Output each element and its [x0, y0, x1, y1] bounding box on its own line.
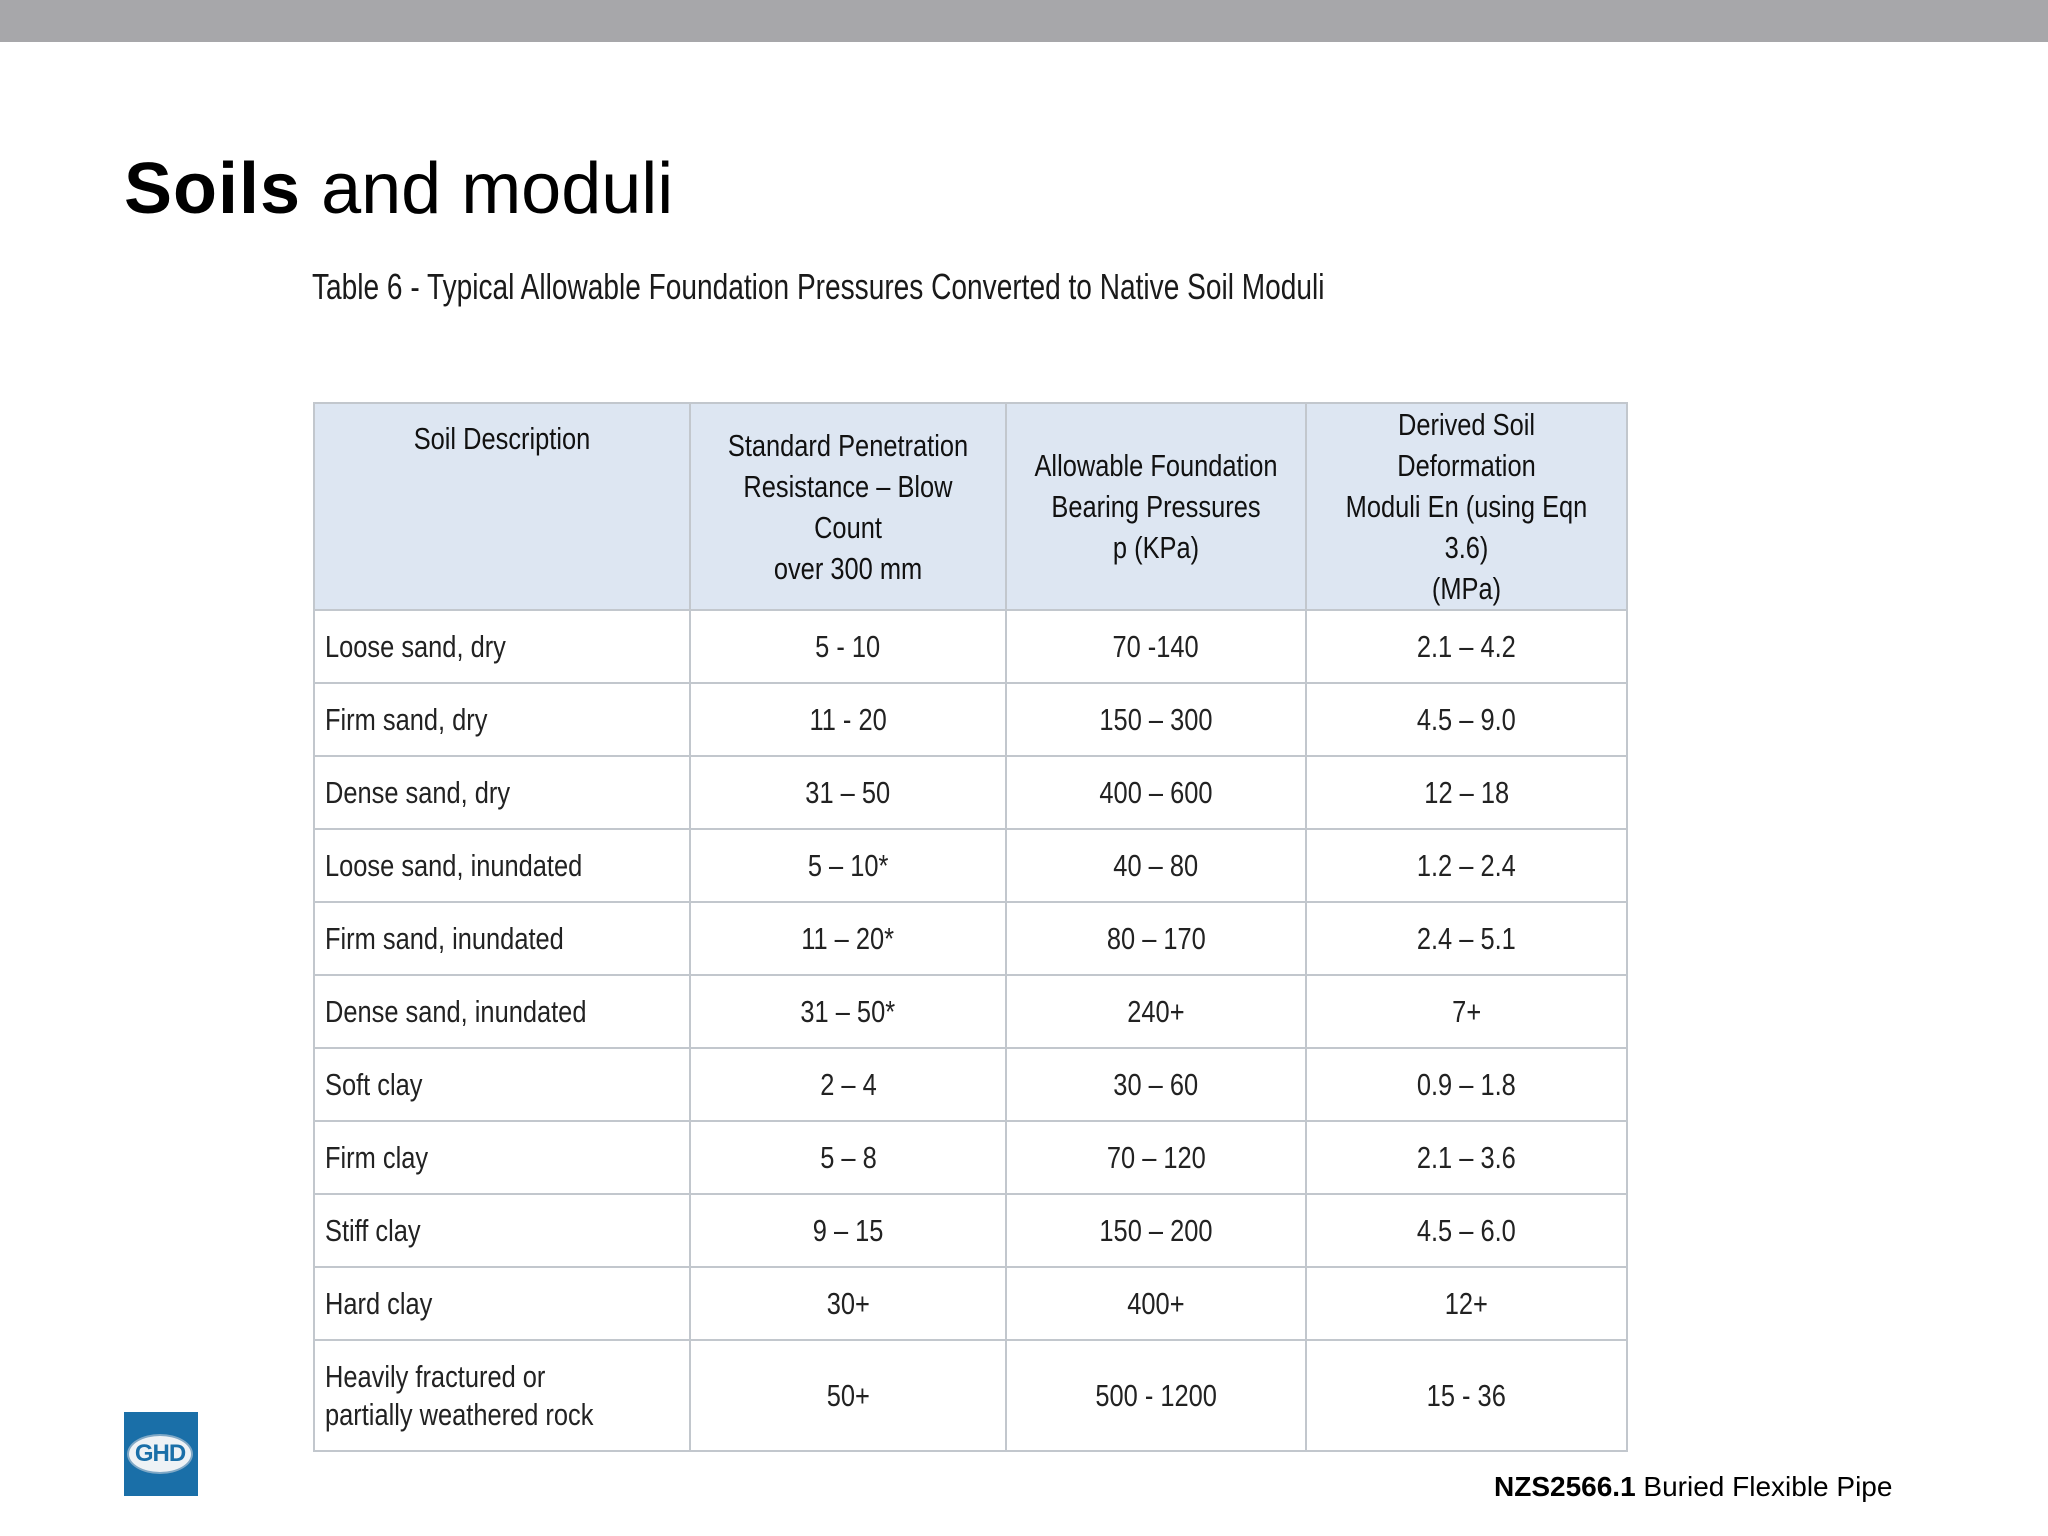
header-line: Standard Penetration: [727, 427, 969, 463]
cell-text: Soft clay: [325, 1066, 423, 1102]
table-row: [314, 756, 1627, 829]
cell-text: 11 - 20: [809, 701, 887, 737]
soil-description-cell: [314, 1121, 690, 1194]
cell-text: 2 – 4: [819, 1066, 877, 1102]
slide-title: [124, 146, 673, 232]
cell-text: Loose sand, inundated: [325, 847, 583, 883]
cell-text: 1.2 – 2.4: [1417, 847, 1516, 883]
deformation-moduli-cell: [1306, 1340, 1627, 1451]
cell-text: 50+: [826, 1377, 870, 1413]
soil-description-cell: [314, 902, 690, 975]
header-line: Derived Soil Deformation: [1397, 407, 1536, 483]
blow-count-cell: [690, 902, 1006, 975]
header-line: Allowable Foundation: [1034, 448, 1278, 483]
cell-text: Loose sand, dry: [325, 628, 506, 664]
slide-title-bold: Soils: [124, 149, 302, 229]
deformation-moduli-cell: [1306, 1121, 1627, 1194]
deformation-moduli-cell: [1306, 610, 1627, 683]
cell-text: Hard clay: [325, 1285, 433, 1321]
cell-text: Dense sand, inundated: [325, 993, 587, 1029]
header-spt-blow-count: [690, 403, 1006, 610]
table-row: [314, 610, 1627, 683]
bearing-pressure-cell: [1006, 610, 1306, 683]
ghd-logo-text: GHD: [134, 1440, 186, 1467]
soil-description-cell: [314, 610, 690, 683]
header-line: Moduli En (using Eqn 3.6): [1345, 489, 1588, 565]
cell-text: 15 - 36: [1426, 1377, 1507, 1413]
cell-text: 2.4 – 5.1: [1417, 920, 1516, 956]
cell-text: 7+: [1451, 993, 1481, 1029]
soil-description-cell: [314, 683, 690, 756]
blow-count-cell: [690, 610, 1006, 683]
cell-text: 5 - 10: [815, 628, 881, 664]
footer-standard: NZS2566.1: [1494, 1471, 1636, 1502]
cell-text: 5 – 10*: [807, 847, 889, 883]
bearing-pressure-cell: [1006, 1121, 1306, 1194]
soil-description-cell: [314, 1048, 690, 1121]
bearing-pressure-cell: [1006, 1340, 1306, 1451]
blow-count-cell: [690, 829, 1006, 902]
blow-count-cell: [690, 1048, 1006, 1121]
blow-count-cell: [690, 756, 1006, 829]
cell-text: 70 -140: [1112, 628, 1200, 664]
blow-count-cell: [690, 1340, 1006, 1451]
cell-text: 400 – 600: [1099, 774, 1213, 810]
blow-count-cell: [690, 1121, 1006, 1194]
soil-description-cell: [314, 1340, 690, 1451]
deformation-moduli-cell: [1306, 829, 1627, 902]
blow-count-cell: [690, 975, 1006, 1048]
bearing-pressure-cell: [1006, 1048, 1306, 1121]
table-row: [314, 975, 1627, 1048]
table-caption: Table 6 - Typical Allowable Foundation Pressures Converted to Native Soil Moduli: [312, 266, 1325, 307]
cell-text: 30 – 60: [1113, 1066, 1199, 1102]
table-row: [314, 1194, 1627, 1267]
header-line: p (KPa): [1112, 530, 1200, 565]
bearing-pressure-cell: [1006, 756, 1306, 829]
cell-text: 80 – 170: [1106, 920, 1206, 956]
cell-text: 5 – 8: [819, 1139, 877, 1175]
bearing-pressure-cell: [1006, 829, 1306, 902]
soil-moduli-table: [313, 402, 1628, 1452]
soil-description-cell: [314, 1267, 690, 1340]
cell-text: 12 – 18: [1424, 774, 1509, 810]
deformation-moduli-cell: [1306, 683, 1627, 756]
header-line: over 300 mm: [773, 550, 923, 586]
cell-text: 31 – 50*: [800, 993, 896, 1029]
table-row: [314, 1121, 1627, 1194]
cell-text: 240+: [1127, 993, 1185, 1029]
bearing-pressure-cell: [1006, 902, 1306, 975]
ghd-logo: [124, 1412, 198, 1496]
deformation-moduli-cell: [1306, 756, 1627, 829]
table-row: [314, 829, 1627, 902]
deformation-moduli-cell: [1306, 975, 1627, 1048]
header-line: (MPa): [1431, 571, 1502, 606]
header-bearing-pressure: [1006, 403, 1306, 610]
cell-text: Dense sand, dry: [325, 774, 511, 810]
deformation-moduli-cell: [1306, 1048, 1627, 1121]
cell-text: 500 - 1200: [1095, 1377, 1217, 1413]
soil-description-cell: [314, 1194, 690, 1267]
bearing-pressure-cell: [1006, 1267, 1306, 1340]
header-line: Bearing Pressures: [1051, 489, 1261, 524]
cell-text: 4.5 – 6.0: [1417, 1212, 1516, 1248]
cell-text: 11 – 20*: [801, 920, 895, 956]
table-row: [314, 902, 1627, 975]
deformation-moduli-cell: [1306, 1267, 1627, 1340]
footer-text: Buried Flexible Pipe: [1635, 1471, 1893, 1502]
cell-text: 31 – 50: [805, 774, 891, 810]
deformation-moduli-cell: [1306, 902, 1627, 975]
bearing-pressure-cell: [1006, 975, 1306, 1048]
cell-text: 9 – 15: [812, 1212, 884, 1248]
cell-text: 30+: [826, 1285, 870, 1321]
header-line: Soil Description: [413, 421, 591, 456]
cell-text: 12+: [1444, 1285, 1489, 1321]
soil-description-cell: [314, 829, 690, 902]
table-header-row: [314, 403, 1627, 610]
cell-text: Stiff clay: [325, 1212, 421, 1248]
header-line: Resistance – Blow Count: [743, 468, 953, 545]
table-row: [314, 683, 1627, 756]
cell-text: 0.9 – 1.8: [1417, 1066, 1516, 1102]
top-bar: [0, 0, 2048, 42]
cell-text: 400+: [1127, 1285, 1185, 1321]
cell-text: 2.1 – 3.6: [1417, 1139, 1516, 1175]
deformation-moduli-cell: [1306, 1194, 1627, 1267]
header-deformation-moduli: [1306, 403, 1627, 610]
blow-count-cell: [690, 1267, 1006, 1340]
cell-text: 150 – 300: [1099, 701, 1213, 737]
soil-description-cell: [314, 975, 690, 1048]
soil-description-cell: [314, 756, 690, 829]
table-row: [314, 1340, 1627, 1451]
footer: [1494, 1470, 1892, 1504]
bearing-pressure-cell: [1006, 683, 1306, 756]
cell-text: 4.5 – 9.0: [1417, 701, 1516, 737]
table-row: [314, 1267, 1627, 1340]
cell-text: Heavily fractured or partially weathered rock: [325, 1358, 594, 1432]
cell-text: 150 – 200: [1099, 1212, 1213, 1248]
cell-text: 2.1 – 4.2: [1417, 628, 1516, 664]
cell-text: Firm sand, inundated: [325, 920, 564, 956]
blow-count-cell: [690, 683, 1006, 756]
cell-text: 70 – 120: [1106, 1139, 1206, 1175]
slide-title-rest: and moduli: [301, 149, 674, 229]
cell-text: Firm sand, dry: [325, 701, 488, 737]
header-soil-description: [314, 403, 690, 610]
blow-count-cell: [690, 1194, 1006, 1267]
table-row: [314, 1048, 1627, 1121]
bearing-pressure-cell: [1006, 1194, 1306, 1267]
cell-text: 40 – 80: [1113, 847, 1199, 883]
cell-text: Firm clay: [325, 1139, 429, 1175]
ghd-logo-oval: [127, 1434, 193, 1474]
